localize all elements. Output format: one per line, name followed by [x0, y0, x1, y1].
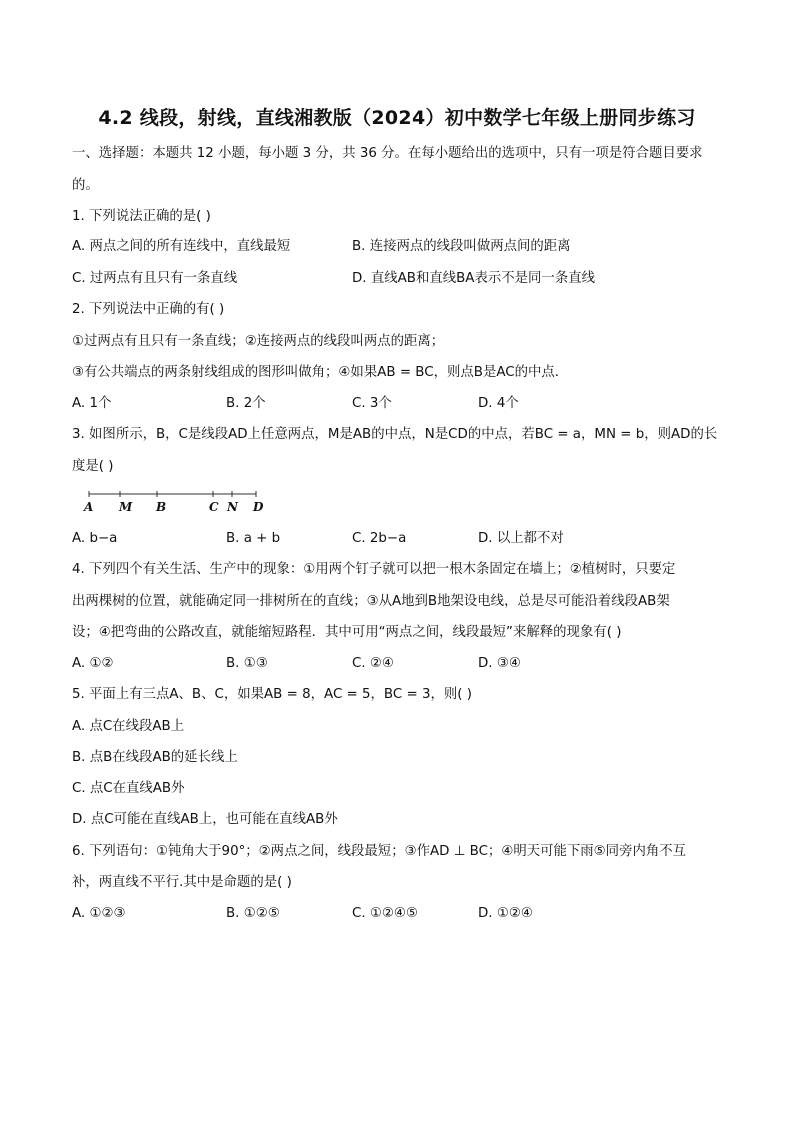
question-6-option-d: D. ①②④ [478, 906, 533, 921]
question-3-option-d: D. 以上都不对 [478, 531, 564, 546]
question-4-option-c: C. ②④ [352, 656, 394, 671]
question-4-option-d: D. ③④ [478, 656, 521, 671]
segment-label-a: A [84, 500, 94, 514]
question-6-option-a: A. ①②③ [72, 906, 126, 921]
segment-label-n: N [227, 500, 238, 514]
question-5-option-a: A. 点C在线段AB上 [72, 719, 185, 734]
question-4-option-a: A. ①② [72, 656, 114, 671]
segment-labels [83, 500, 264, 514]
question-5-option-b: B. 点B在线段AB的延长线上 [72, 750, 238, 765]
segment-label-b: B [156, 500, 167, 514]
question-3-option-b: B. a + b [226, 531, 281, 546]
question-3-stem-cont: 度是( ) [72, 459, 114, 474]
question-2-stem: 2. 下列说法中正确的有( ) [72, 302, 225, 317]
question-1-stem: 1. 下列说法正确的是( ) [72, 209, 211, 224]
question-1-option-c: C. 过两点有且只有一条直线 [72, 271, 238, 286]
question-2-option-b: B. 2个 [226, 396, 266, 411]
question-2-statement-2: ③有公共端点的两条射线组成的图形叫做角；④如果AB = BC，则点B是AC的中点． [72, 365, 569, 380]
question-6-stem-cont: 补，两直线不平行.其中是命题的是( ) [72, 875, 292, 890]
question-5-option-c: C. 点C在直线AB外 [72, 781, 185, 796]
section-heading-cont: 的。 [72, 178, 99, 193]
question-4-option-b: B. ①③ [226, 656, 268, 671]
question-2-statement-1: ①过两点有且只有一条直线；②连接两点的线段叫两点的距离； [72, 334, 445, 349]
segment-label-d: D [253, 500, 264, 514]
question-1-option-a: A. 两点之间的所有连线中，直线最短 [72, 239, 291, 254]
question-6-stem: 6. 下列语句：①钝角大于90°；②两点之间，线段最短；③作AD ⊥ BC；④明天可能下雨⑤同旁内角不互 [72, 844, 687, 859]
page-title: 4.2 线段，射线，直线湘教版（2024）初中数学七年级上册同步练习 [98, 107, 696, 129]
question-5-option-d: D. 点C可能在直线AB上，也可能在直线AB外 [72, 812, 338, 827]
section-heading: 一、选择题：本题共 12 小题，每小题 3 分，共 36 分。在每小题给出的选项中，只有一项是符合题目要求 [72, 146, 703, 161]
question-5-stem: 5. 平面上有三点A、B、C，如果AB = 8，AC = 5，BC = 3，则( ) [72, 687, 472, 702]
segment-label-m: M [119, 500, 133, 514]
question-1-option-b: B. 连接两点的线段叫做两点间的距离 [352, 239, 571, 254]
question-6-option-c: C. ①②④⑤ [352, 906, 418, 921]
question-4-stem-cont-1: 出两棵树的位置，就能确定同一排树所在的直线；③从A地到B地架设电线，总是尽可能沿着线段AB架 [72, 594, 670, 609]
question-2-option-a: A. 1个 [72, 396, 112, 411]
question-4-stem-cont-2: 设；④把弯曲的公路改直，就能缩短路程．其中可用“两点之间，线段最短”来解释的现象有( ) [72, 625, 622, 640]
segment-label-c: C [209, 500, 219, 514]
question-2-option-c: C. 3个 [352, 396, 392, 411]
question-3-stem: 3. 如图所示，B，C是线段AD上任意两点，M是AB的中点，N是CD的中点，若BC = a，MN = b，则AD的长 [72, 427, 718, 442]
question-2-option-d: D. 4个 [478, 396, 519, 411]
question-6-option-b: B. ①②⑤ [226, 906, 280, 921]
segment-figure [72, 485, 272, 519]
question-3-option-c: C. 2b−a [352, 531, 407, 546]
question-1-option-d: D. 直线AB和直线BA表示不是同一条直线 [352, 271, 595, 286]
question-3-option-a: A. b−a [72, 531, 118, 546]
question-4-stem: 4. 下列四个有关生活、生产中的现象：①用两个钉子就可以把一根木条固定在墙上；②植树时，只要定 [72, 562, 676, 577]
